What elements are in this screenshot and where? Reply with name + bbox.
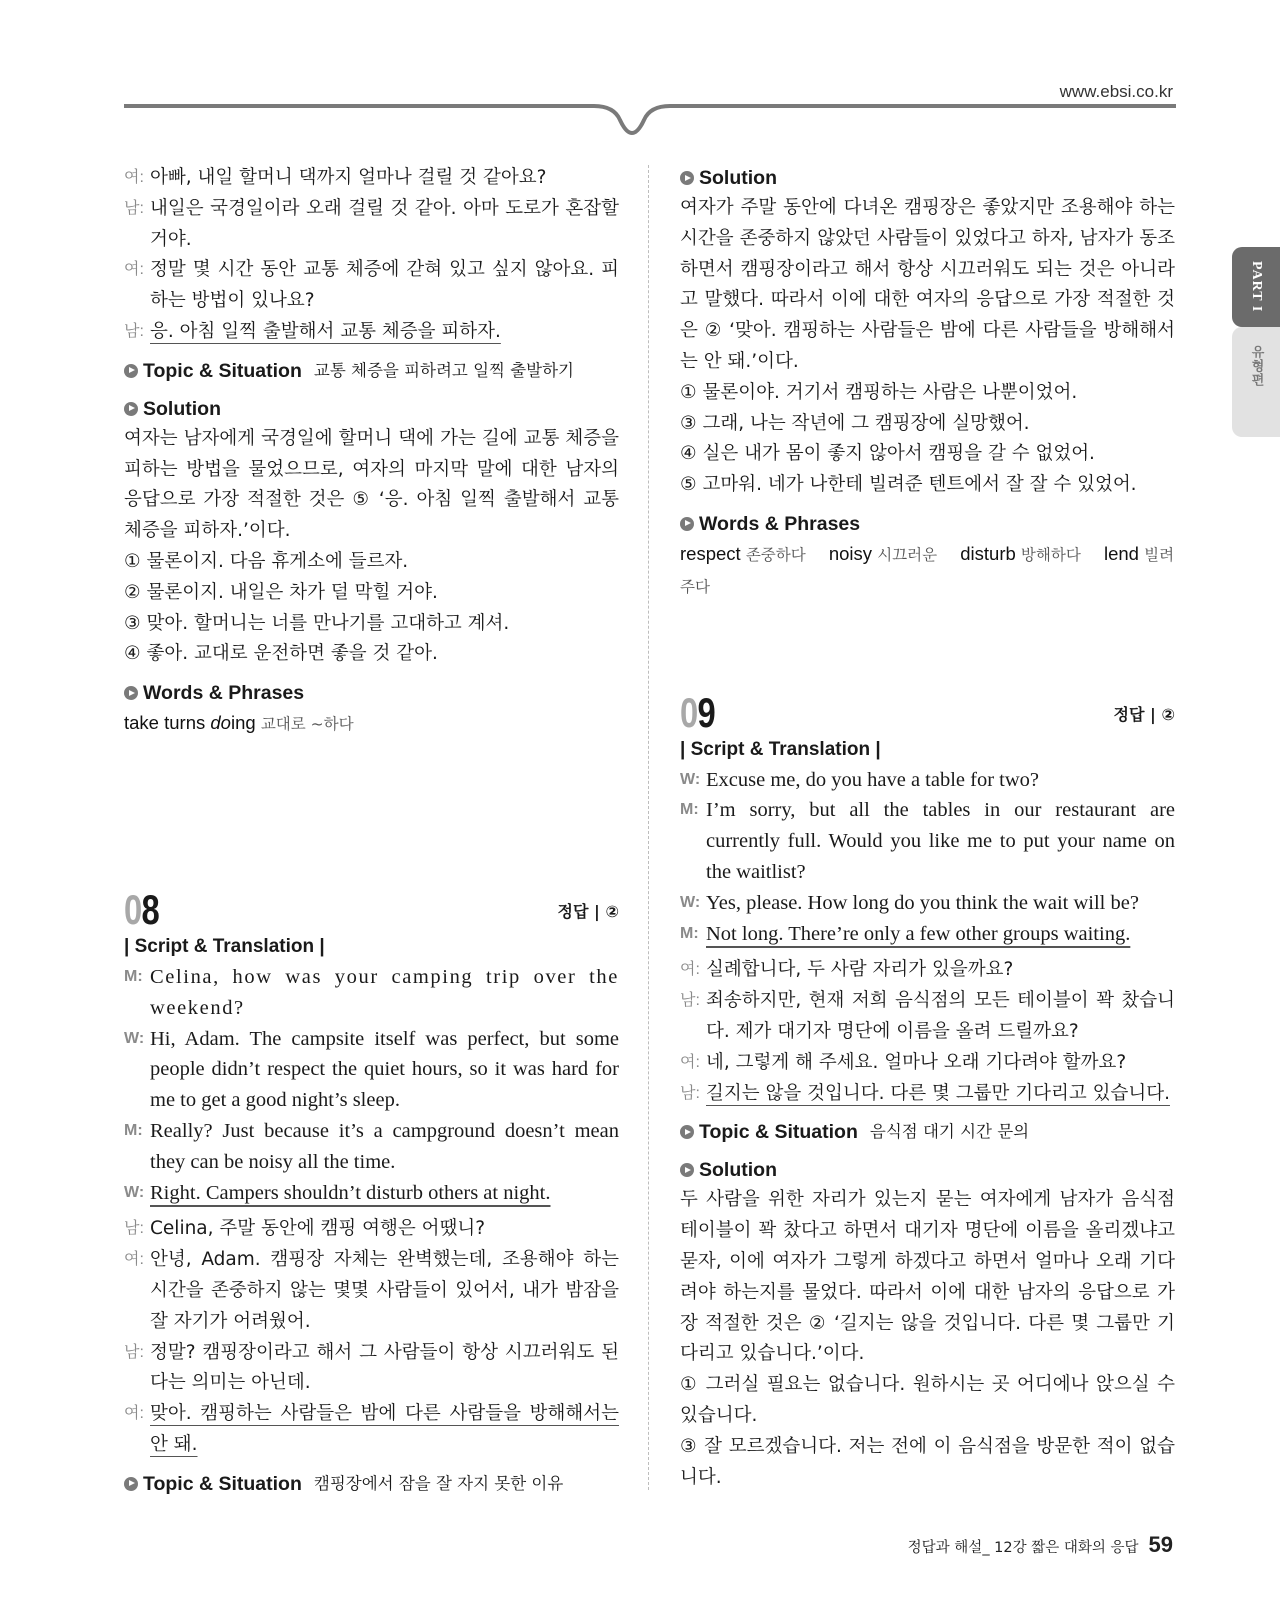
tab-part[interactable] (1232, 247, 1280, 327)
words-label: Words & Phrases (699, 512, 861, 535)
word-en: noisy (828, 542, 873, 564)
dialogue-turn (680, 955, 1175, 986)
speaker-label: M: (680, 924, 699, 942)
word-ko: 빌려주다 (680, 545, 1175, 596)
speaker-label: 남: (124, 1343, 144, 1361)
play-bullet-icon (680, 171, 694, 185)
dialogue-turn (124, 962, 619, 1024)
answer-utterance: Right. Campers shouldn’t disturb others at night. (150, 1181, 551, 1204)
dialogue-turn (124, 1214, 619, 1245)
answer-utterance: 맞아. 캠핑하는 사람들은 밤에 다른 사람들을 방해해서는 안 돼. (150, 1403, 619, 1455)
speaker-label: 남: (124, 1220, 144, 1238)
topic-heading (680, 1117, 1175, 1147)
solution-heading (680, 1155, 1175, 1185)
question-number: 08 (124, 885, 159, 933)
q08-dialogue-ko (124, 1214, 619, 1460)
column-divider (648, 165, 649, 1490)
play-bullet-icon (124, 364, 138, 378)
topic-label: Topic & Situation (143, 1472, 302, 1495)
option-item: ③ 그래, 나는 작년에 그 캠핑장에 실망했어. (680, 412, 1030, 434)
speaker-label: M: (124, 1121, 143, 1139)
dialogue-turn (124, 1338, 619, 1400)
utterance: Really? Just because it’s a campground doesn’t mean they can be noisy all the time. (150, 1119, 619, 1173)
speaker-label: 여: (124, 1251, 144, 1269)
utterance: Celina, how was your camping trip over the weekend? (150, 965, 619, 1019)
speaker-label: W: (680, 770, 701, 788)
play-bullet-icon (124, 686, 138, 700)
tab-section[interactable] (1232, 327, 1280, 437)
word-en: lend (1103, 542, 1139, 564)
topic-text: 캠핑장에서 잠을 잘 자지 못한 이유 (313, 1473, 564, 1493)
dialogue-turn (680, 919, 1175, 950)
dialogue-turn (124, 317, 619, 348)
topic-heading (124, 356, 619, 386)
solution-heading (680, 163, 1175, 193)
speaker-label: W: (124, 1029, 145, 1047)
topic-heading (124, 1469, 619, 1499)
solution-text: 여자가 주말 동안에 다녀온 캠핑장은 좋았지만 조용해야 하는 시간을 존중하지 않았던 사람들이 있었다고 하자, 남자가 동조하면서 캠핑장이라고 해서 항상 시끄러워도 되는 것은 아니라고 말했다. 따라서 이에 대한 여자의 응답으로 가장 적절한 것은 ② ‘맞아. 캠핑하는 사람들은 밤에 다른 사람들을 방해해서는 안 돼.’이다. (680, 197, 1175, 372)
solution-heading (124, 394, 619, 424)
play-bullet-icon (124, 402, 138, 416)
page-number: 59 (1148, 1532, 1173, 1557)
side-tabs (1232, 247, 1280, 437)
play-bullet-icon (680, 1125, 694, 1139)
solution-text: 여자는 남자에게 국경일에 할머니 댁에 가는 길에 교통 체증을 피하는 방법을 물었으므로, 여자의 마지막 말에 대한 남자의 응답으로 가장 적절한 것은 ⑤ ‘응. 아침 일찍 출발해서 교통 체증을 피하자.’이다. (124, 427, 619, 542)
speaker-label: M: (680, 801, 699, 819)
topic-text: 음식점 대기 시간 문의 (869, 1122, 1030, 1142)
dialogue-turn (680, 1048, 1175, 1079)
dialogue-turn (124, 1399, 619, 1461)
utterance: 정말? 캠핑장이라고 해서 그 사람들이 항상 시끄러워도 된다는 의미는 아닌데. (150, 1341, 619, 1394)
utterance: 죄송하지만, 현재 저희 음식점의 모든 테이블이 꽉 찼습니다. 제가 대기자 명단에 이름을 올려 드릴까요? (706, 990, 1175, 1042)
q08-dialogue-en (124, 962, 619, 1208)
speaker-label: 여: (680, 961, 700, 979)
word-ko: 방해하다 (1020, 545, 1081, 564)
utterance: Celina, 주말 동안에 캠핑 여행은 어땠니? (150, 1218, 486, 1240)
q09-dialogue-en (680, 765, 1175, 950)
speaker-label: 남: (124, 199, 144, 217)
site-url: www.ebsi.co.kr (1059, 82, 1173, 101)
solution-label: Solution (143, 397, 221, 420)
word-ko: 시끄러운 (877, 545, 938, 564)
dialogue-turn (124, 255, 619, 317)
answer-key: 정답 | ② (557, 902, 619, 922)
utterance: 네, 그렇게 해 주세요. 얼마나 오래 기다려야 할까요? (706, 1051, 1127, 1073)
play-bullet-icon (680, 517, 694, 531)
dialogue-turn (124, 1024, 619, 1116)
dialogue-turn (124, 1116, 619, 1178)
words-list (124, 708, 619, 740)
speaker-label: 남: (124, 322, 144, 340)
question-header (680, 688, 1175, 736)
utterance: 내일은 국경일이라 오래 걸릴 것 같아. 아마 도로가 혼잡할 거야. (150, 197, 619, 250)
utterance: 실례합니다, 두 사람 자리가 있을까요? (706, 959, 1014, 981)
utterance: Yes, please. How long do you think the wait will be? (706, 891, 1139, 914)
q07-dialogue-ko (124, 163, 619, 348)
speaker-label: 여: (680, 1053, 700, 1071)
speaker-label: 여: (124, 169, 144, 186)
utterance: I’m sorry, but all the tables in our restaurant are currently full. Would you like me to put your name on the waitlist? (706, 799, 1175, 883)
left-column (124, 163, 619, 1499)
speaker-label: 여: (124, 1405, 144, 1423)
question-header (124, 885, 619, 933)
script-title: | Script & Translation | (124, 935, 325, 957)
word-ko: 존중하다 (745, 545, 806, 564)
word-ko: 교대로 ~하다 (260, 715, 354, 734)
page-footer (908, 1532, 1173, 1558)
solution-label: Solution (699, 167, 777, 189)
dialogue-turn (124, 163, 619, 194)
topic-text: 교통 체증을 피하려고 일찍 출발하기 (313, 360, 574, 380)
dialogue-turn (680, 1079, 1175, 1110)
solution-text: 두 사람을 위한 자리가 있는지 묻는 여자에게 남자가 음식점 테이블이 꽉 찼다고 하면서 대기자 명단에 이름을 올리겠냐고 묻자, 이에 여자가 그렇게 하겠다고 하면서 얼마나 오래 기다려야 하는지를 물었다. 따라서 이에 대한 남자의 응답으로 가장 적절한 것은 ② ‘길지는 않을 것입니다. 다른 몇 그룹만 기다리고 있습니다.’이다. (680, 1189, 1175, 1365)
speaker-label: W: (124, 1183, 145, 1201)
tab-section-label: 유형편 (1248, 345, 1264, 387)
words-label: Words & Phrases (143, 682, 305, 705)
option-item: ③ 맞아. 할머니는 너를 만나기를 고대하고 계셔. (124, 612, 510, 634)
answer-utterance: 길지는 않을 것입니다. 다른 몇 그룹만 기다리고 있습니다. (706, 1082, 1170, 1104)
speaker-label: M: (124, 967, 143, 985)
dialogue-turn (680, 765, 1175, 796)
utterance: 안녕, Adam. 캠핑장 자체는 완벽했는데, 조용해야 하는 시간을 존중하지 않는 몇몇 사람들이 있어서, 내가 밤잠을 잘 자기가 어려웠어. (150, 1249, 619, 1332)
topic-label: Topic & Situation (699, 1121, 858, 1144)
topic-label: Topic & Situation (143, 359, 302, 382)
option-item: ① 그러실 필요는 없습니다. 원하시는 곳 어디에나 앉으실 수 있습니다. (680, 1374, 1175, 1426)
option-item: ④ 실은 내가 몸이 좋지 않아서 캠핑을 갈 수 없었어. (680, 443, 1095, 465)
speaker-label: W: (680, 893, 701, 911)
utterance: Excuse me, do you have a table for two? (706, 768, 1040, 791)
answer-utterance: Not long. There’re only a few other groups waiting. (706, 922, 1131, 945)
script-title: | Script & Translation | (680, 738, 881, 760)
dialogue-turn (124, 1245, 619, 1337)
word-en: disturb (960, 542, 1016, 564)
solution-label: Solution (699, 1159, 777, 1182)
play-bullet-icon (124, 1477, 138, 1491)
utterance: 아빠, 내일 할머니 댁까지 얼마나 걸릴 것 같아요? (150, 167, 547, 188)
utterance: 정말 몇 시간 동안 교통 체증에 갇혀 있고 싶지 않아요. 피하는 방법이 있나요? (150, 259, 619, 312)
words-list (680, 539, 1175, 603)
dialogue-turn (124, 1178, 619, 1209)
option-item: ⑤ 고마워. 네가 나한테 빌려준 텐트에서 잘 잘 수 있었어. (680, 474, 1137, 496)
dialogue-turn (680, 888, 1175, 919)
option-item: ① 물론이지. 다음 휴게소에 들르자. (124, 550, 409, 572)
word-en: take turns doing (124, 712, 256, 734)
question-number: 09 (680, 688, 715, 736)
speaker-label: 여: (124, 261, 144, 279)
header-rule-divider (124, 100, 1176, 140)
speaker-label: 남: (680, 1084, 700, 1102)
option-item: ③ 잘 모르겠습니다. 저는 전에 이 음식점을 방문한 적이 없습니다. (680, 1435, 1175, 1488)
dialogue-turn (124, 194, 619, 256)
option-item: ① 물론이야. 거기서 캠핑하는 사람은 나뿐이었어. (680, 381, 1078, 403)
speaker-label: 남: (680, 992, 700, 1010)
utterance: Hi, Adam. The campsite itself was perfect, but some people didn’t respect the quiet hours, so it was hard for me to get a good night’s sleep. (150, 1027, 619, 1112)
option-item: ④ 좋아. 교대로 운전하면 좋을 것 같아. (124, 643, 438, 665)
answer-key: 정답 | ② (1113, 704, 1175, 724)
dialogue-turn (680, 986, 1175, 1048)
right-column (680, 163, 1175, 1493)
q09-dialogue-ko (680, 955, 1175, 1109)
tab-part-label: PART I (1249, 261, 1264, 313)
word-en: respect (680, 542, 741, 564)
option-item: ② 물론이지. 내일은 차가 덜 막힐 거야. (124, 581, 438, 603)
words-heading (124, 678, 619, 708)
answer-utterance: 응. 아침 일찍 출발해서 교통 체증을 피하자. (150, 320, 501, 342)
play-bullet-icon (680, 1163, 694, 1177)
running-title: 정답과 해설_ 12강 짧은 대화의 응답 (907, 1540, 1139, 1556)
words-heading (680, 509, 1175, 539)
dialogue-turn (680, 795, 1175, 887)
